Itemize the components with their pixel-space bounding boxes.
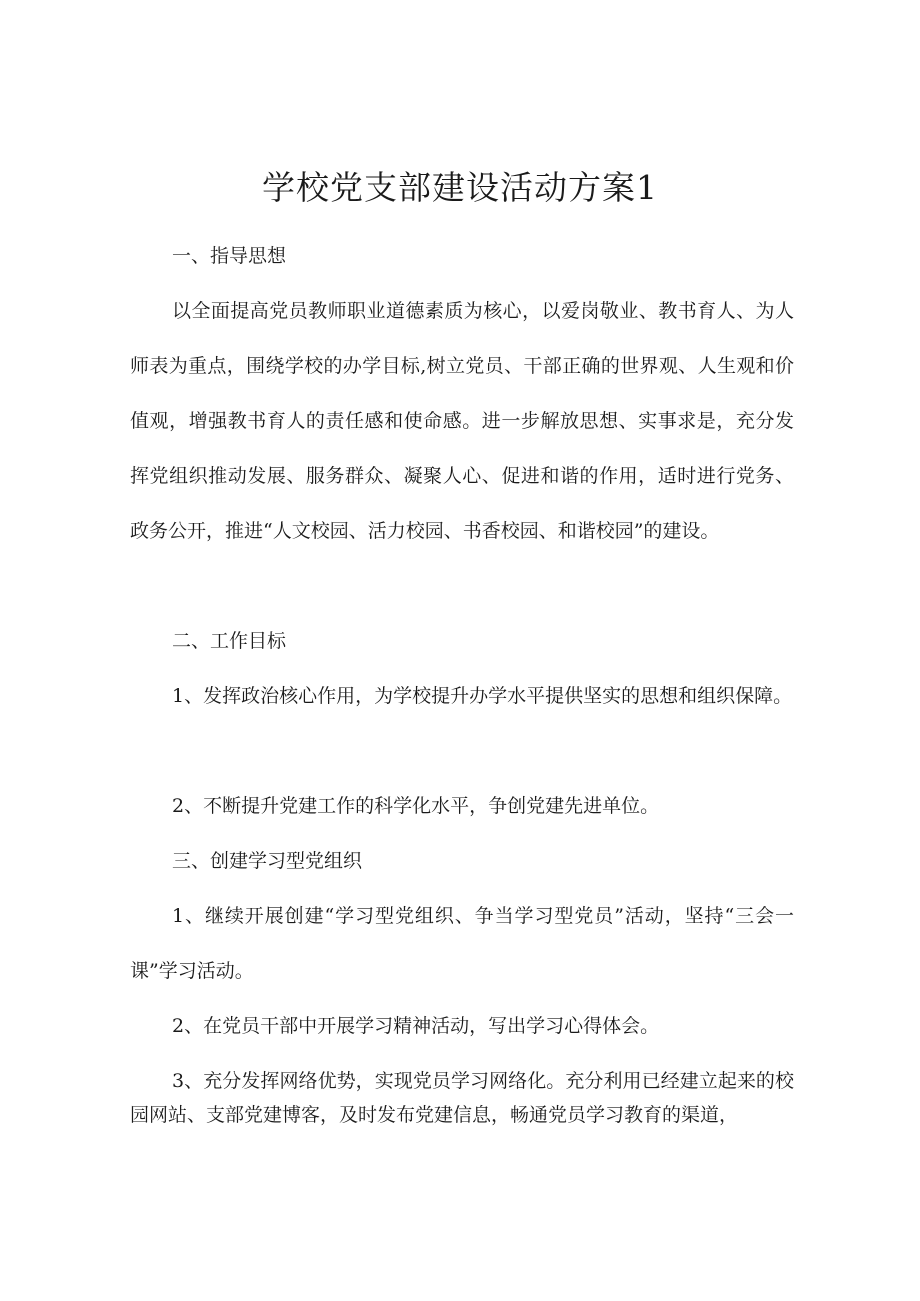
paragraph-guiding-ideology: 以全面提高党员教师职业道德素质为核心，以爱岗敬业、教书育人、为人师表为重点，围绕学校的办学目标,树立党员、干部正确的世界观、人生观和价值观，增强教书育人的责任感和使命感。进一步解放思想、实事求是，充分发挥党组织推动发展、服务群众、凝聚人心、促进和谐的作用，适时进行党务、政务公开，推进“人文校园、活力校园、书香校园、和谐校园”的建设。 — [130, 300, 794, 542]
document-title: 学校党支部建设活动方案1 — [262, 168, 658, 207]
paragraph-learning-3: 3、充分发挥网络优势，实现党员学习网络化。充分利用已经建立起来的校园网站、支部党建博客，及时发布党建信息，畅通党员学习教育的渠道， — [130, 1070, 794, 1126]
paragraph-goal-2: 2、不断提升党建工作的科学化水平，争创党建先进单位。 — [172, 795, 660, 817]
paragraph-goal-1: 1、发挥政治核心作用，为学校提升办学水平提供坚实的思想和组织保障。 — [172, 685, 793, 707]
section-heading-guiding-ideology: 一、指导思想 — [172, 245, 287, 267]
section-heading-work-goals: 二、工作目标 — [172, 630, 287, 652]
paragraph-learning-1: 1、继续开展创建“学习型党组织、争当学习型党员”活动，坚持“三会一课”学习活动。 — [130, 905, 794, 982]
paragraph-learning-2: 2、在党员干部中开展学习精神活动，写出学习心得体会。 — [172, 1015, 660, 1037]
section-heading-learning-organization: 三、创建学习型党组织 — [172, 850, 363, 872]
